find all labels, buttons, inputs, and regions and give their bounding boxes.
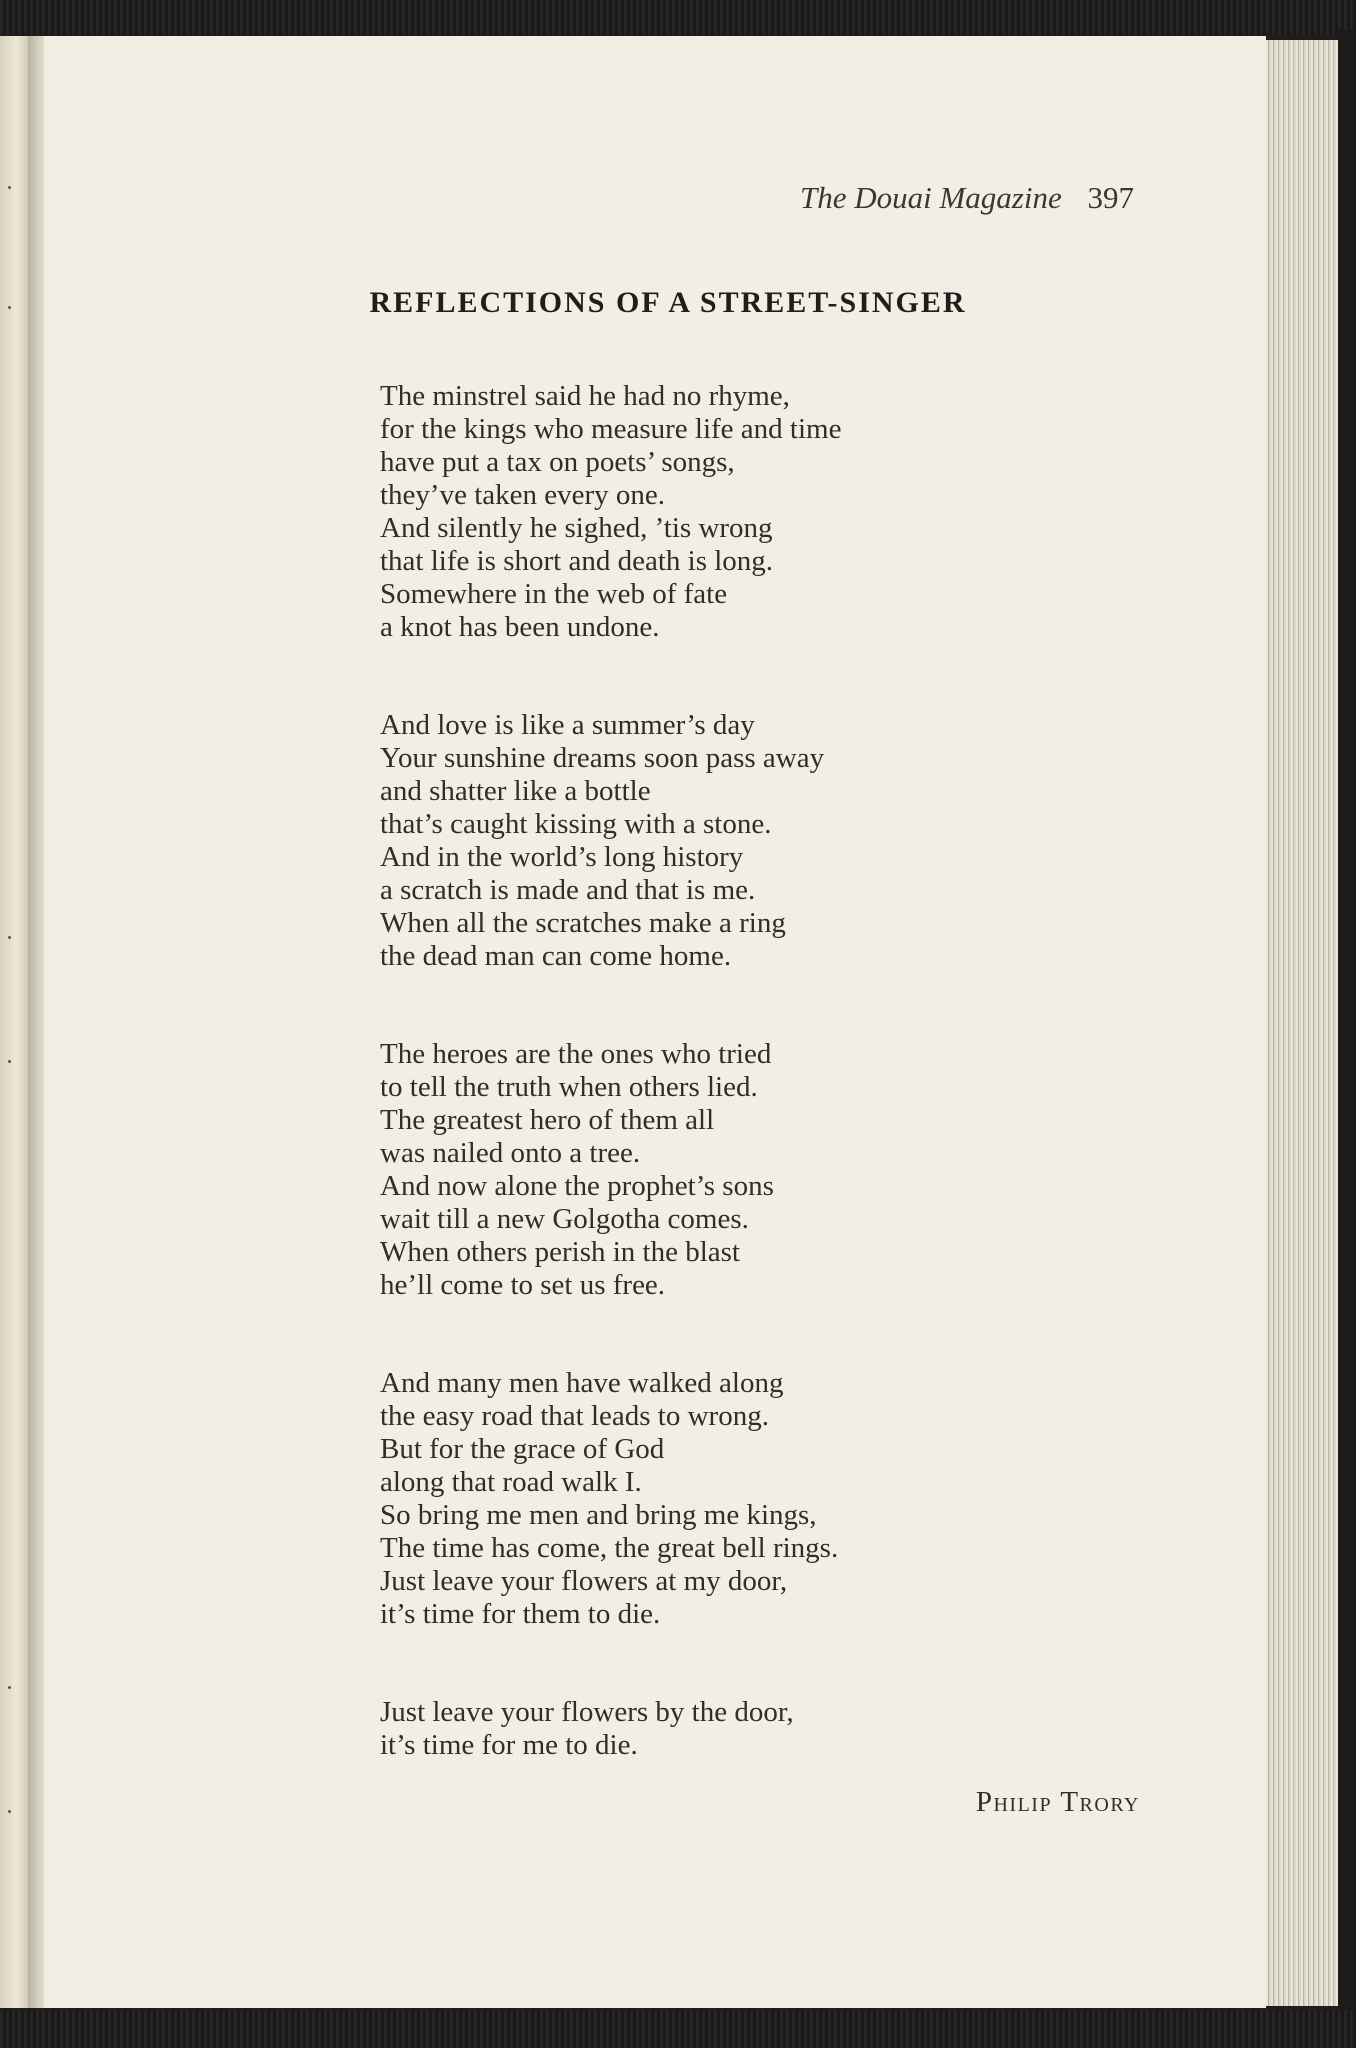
- poem-line: Just leave your flowers by the door,: [380, 1696, 794, 1728]
- book-cover-edge: [1338, 30, 1356, 2018]
- poem-line: But for the grace of God: [380, 1433, 665, 1465]
- poem-line: And silently he sighed, ’tis wrong: [380, 512, 773, 544]
- poem-title: [0, 286, 1336, 320]
- poem-line: was nailed onto a tree.: [380, 1137, 641, 1169]
- poem-line: the easy road that leads to wrong.: [380, 1400, 769, 1432]
- poem-line: And love is like a summer’s day: [380, 709, 755, 741]
- poem-line: The time has come, the great bell rings.: [380, 1532, 839, 1564]
- poem-line: it’s time for them to die.: [380, 1598, 661, 1630]
- poem-line: Your sunshine dreams soon pass away: [380, 742, 825, 774]
- poem-line: wait till a new Golgotha comes.: [380, 1203, 749, 1235]
- poem-line: Just leave your flowers at my door,: [380, 1565, 788, 1597]
- poem-line: and shatter like a bottle: [380, 775, 651, 807]
- poem-line: When others perish in the blast: [380, 1236, 740, 1268]
- stanza: [380, 1038, 1100, 1302]
- poem-line: The greatest hero of them all: [380, 1104, 715, 1136]
- poem-line: the dead man can come home.: [380, 940, 732, 972]
- poem-line: And in the world’s long history: [380, 841, 744, 873]
- stanza: [380, 709, 1100, 973]
- stanza: [380, 380, 1100, 644]
- book-binding-bottom: [0, 2010, 1356, 2048]
- poem-line: along that road walk I.: [380, 1466, 642, 1498]
- poem-line: The minstrel said he had no rhyme,: [380, 380, 790, 412]
- poem-line: a scratch is made and that is me.: [380, 874, 756, 906]
- poem-line: for the kings who measure life and time: [380, 413, 842, 445]
- book-binding-top: [0, 0, 1356, 34]
- stanza: [380, 1367, 1100, 1631]
- running-head: [800, 180, 1134, 216]
- poem-line: that’s caught kissing with a stone.: [380, 808, 772, 840]
- magazine-name: The Douai Magazine: [799, 180, 1062, 215]
- page-edges: [1266, 40, 1338, 2006]
- poem-line: The heroes are the ones who tried: [380, 1038, 772, 1070]
- poem-line: he’ll come to set us free.: [380, 1269, 666, 1301]
- page-number: 397: [1087, 180, 1134, 215]
- poem-line: When all the scratches make a ring: [380, 907, 786, 939]
- author-name: Philip Trory: [975, 1786, 1140, 1818]
- poem-line: have put a tax on poets’ songs,: [380, 446, 735, 478]
- stanza: [380, 1696, 1100, 1762]
- poem-title-text: REFLECTIONS OF A STREET-SINGER: [369, 286, 967, 319]
- poem-line: it’s time for me to die.: [380, 1729, 638, 1761]
- poem-line: that life is short and death is long.: [380, 545, 774, 577]
- poem-body: [380, 380, 1100, 1827]
- poem-line: to tell the truth when others lied.: [380, 1071, 758, 1103]
- facing-page-edge: [0, 36, 28, 2008]
- poem-line: Somewhere in the web of fate: [380, 578, 728, 610]
- poem-line: a knot has been undone.: [380, 611, 660, 643]
- poem-line: they’ve taken every one.: [380, 479, 666, 511]
- poem-line: So bring me men and bring me kings,: [380, 1499, 817, 1531]
- poem-line: And many men have walked along: [380, 1367, 784, 1399]
- poem-line: And now alone the prophet’s sons: [380, 1170, 774, 1202]
